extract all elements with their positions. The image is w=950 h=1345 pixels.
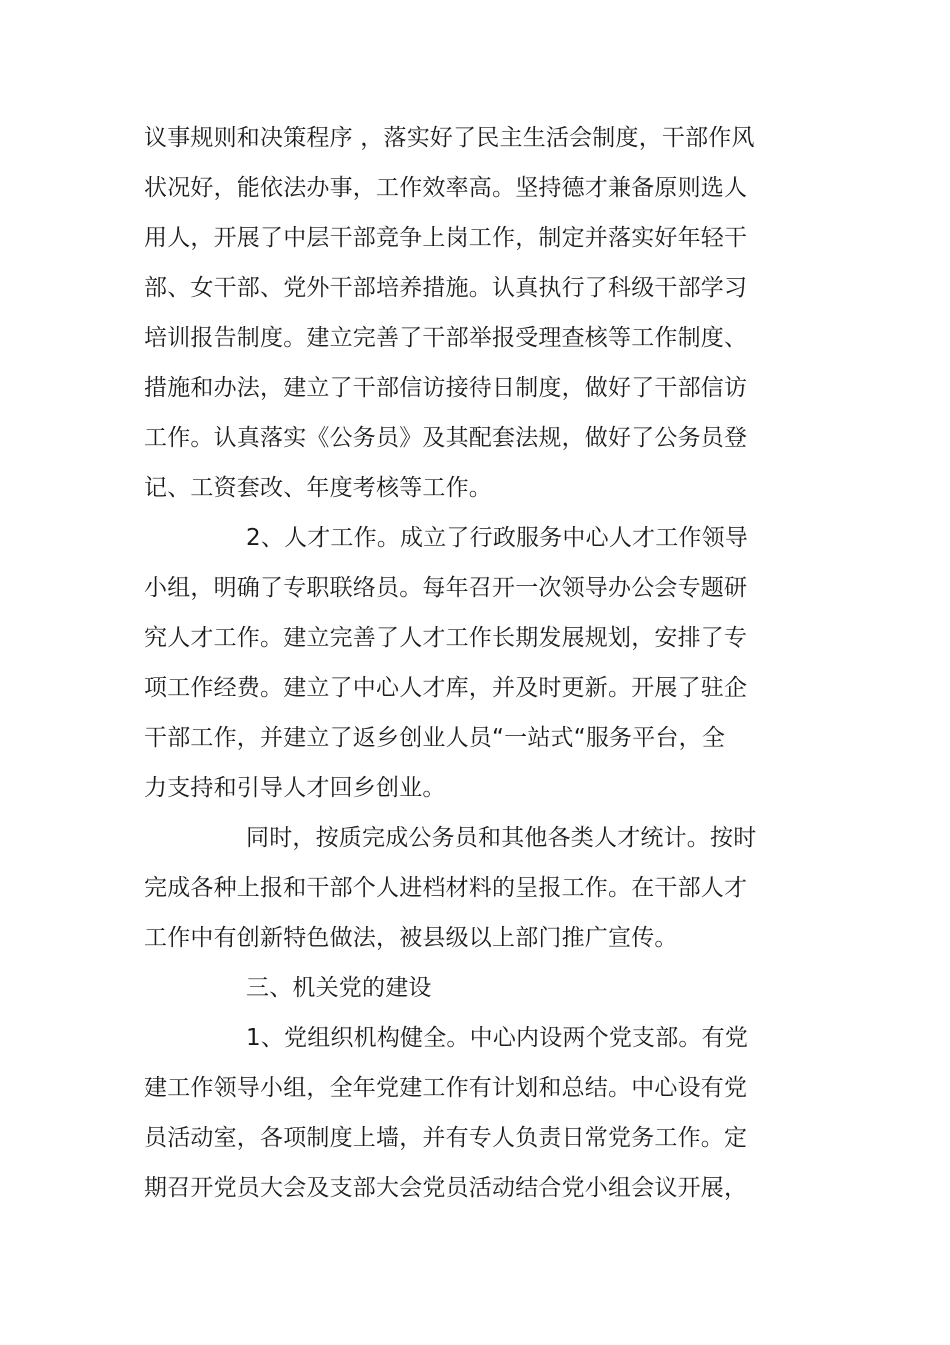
text-line: 部、女干部、党外干部培养措施。认真执行了科级干部学习 (144, 275, 748, 301)
text-line: 力支持和引导人才回乡创业。 (144, 775, 446, 801)
text-line: 建工作领导小组，全年党建工作有计划和总结。中心设有党 (144, 1075, 748, 1101)
text-line: 记、工资套改、年度考核等工作。 (144, 475, 492, 501)
text-line: 期召开党员大会及支部大会党员活动结合党小组会议开展， (144, 1175, 748, 1201)
text-line: 究人才工作。建立完善了人才工作长期发展规划，安排了专 (144, 625, 748, 651)
text-line: 议事规则和决策程序 ，落实好了民主生活会制度，干部作风 (144, 125, 755, 151)
text-line: 措施和办法，建立了干部信访接待日制度，做好了干部信访 (144, 375, 748, 401)
text-line: 员活动室，各项制度上墙，并有专人负责日常党务工作。定 (144, 1125, 748, 1151)
paragraph-start-line: 同时，按质完成公务员和其他各类人才统计。按时 (246, 825, 757, 851)
paragraph-start-line: 1、党组织机构健全。中心内设两个党支部。有党 (246, 1025, 749, 1051)
text-line: 干部工作，并建立了返乡创业人员“一站式“服务平台，全 (144, 725, 726, 751)
section-heading: 三、机关党的建设 (246, 975, 432, 1001)
text-line: 工作。认真落实《公务员》及其配套法规，做好了公务员登 (144, 425, 748, 451)
paragraph-start-line: 2、人才工作。成立了行政服务中心人才工作领导 (246, 525, 749, 551)
text-line: 小组，明确了专职联络员。每年召开一次领导办公会专题研 (144, 575, 748, 601)
text-line: 项工作经费。建立了中心人才库，并及时更新。开展了驻企 (144, 675, 748, 701)
text-line: 完成各种上报和干部个人进档材料的呈报工作。在干部人才 (144, 875, 748, 901)
text-line: 用人，开展了中层干部竞争上岗工作，制定并落实好年轻干 (144, 225, 748, 251)
text-line: 培训报告制度。建立完善了干部举报受理查核等工作制度、 (144, 325, 748, 351)
text-line: 状况好，能依法办事，工作效率高。坚持德才兼备原则选人 (144, 175, 748, 201)
text-line: 工作中有创新特色做法，被县级以上部门推广宣传。 (144, 925, 678, 951)
